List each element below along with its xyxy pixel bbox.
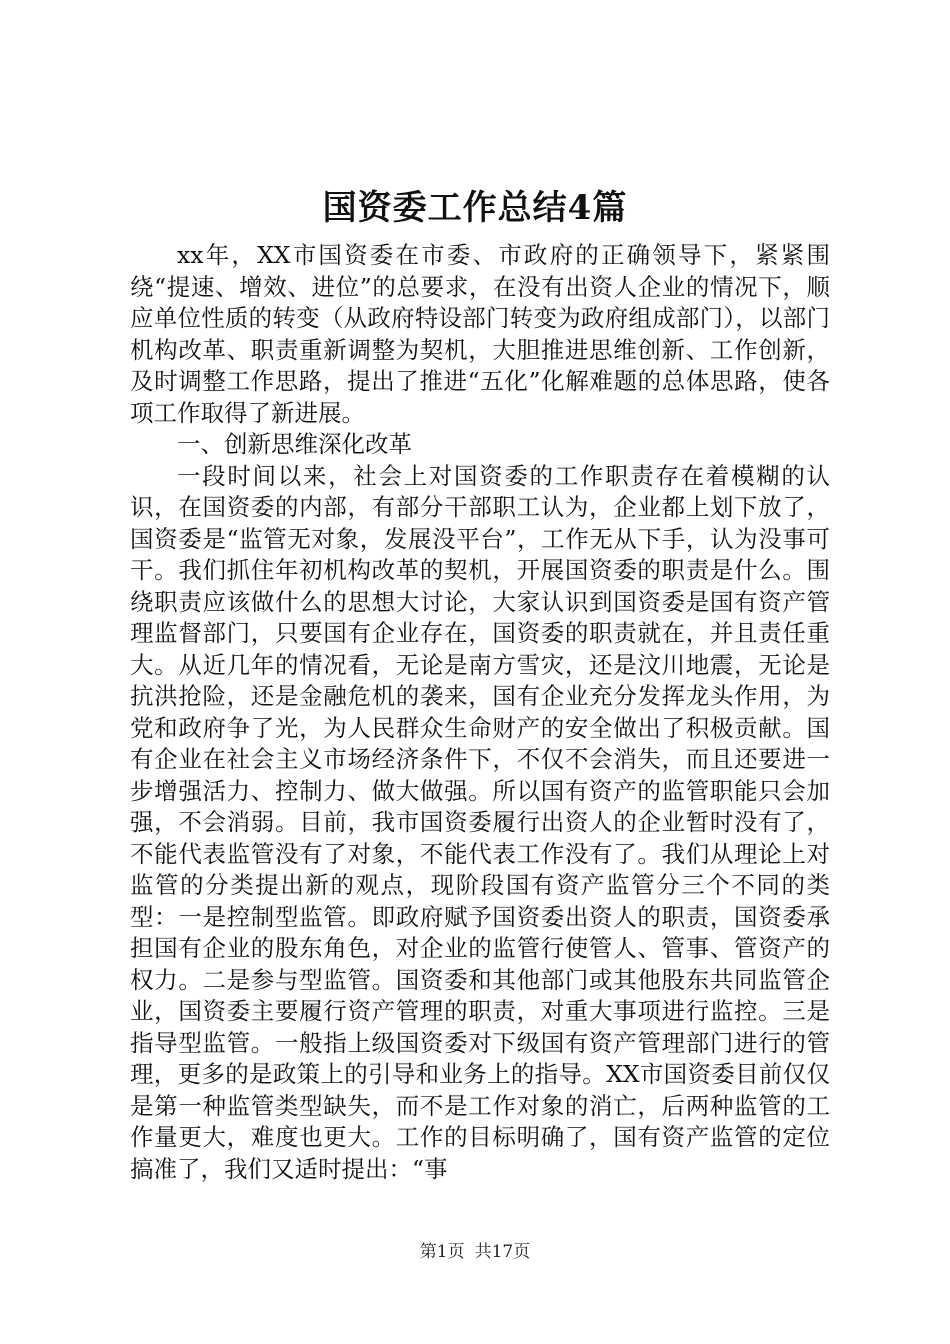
intro-paragraph: xx年，XX市国资委在市委、市政府的正确领导下，紧紧围绕“提速、增效、进位”的总要求，在没有出资人企业的情况下，顺应单位性质的转变（从政府特设部门转变为政府组成部门），以部门机构改革、职责重新调整为契机，大胆推进思维创新、工作创新，及时调整工作思路，提出了推进“五化”化解难题的总体思路，使各项工作取得了新进展。: [130, 241, 830, 427]
document-body: [130, 240, 830, 1185]
page-total: 共17页: [474, 1242, 531, 1262]
section-paragraph: 一段时间以来，社会上对国资委的工作职责存在着模糊的认识，在国资委的内部，有部分干部职工认为，企业都上划下放了，国资委是“监管无对象，发展没平台”，工作无从下手，认为没事可干。我们抓住年初机构改革的契机，开展国资委的职责是什么。围绕职责应该做什么的思想大讨论，大家认识到国资委是国有资产管理监督部门，只要国有企业存在，国资委的职责就在，并且责任重大。从近几年的情况看，无论是南方雪灾，还是汶川地震，无论是抗洪抢险，还是金融危机的袭来，国有企业充分发挥龙头作用，为党和政府争了光，为人民群众生命财产的安全做出了积极贡献。国有企业在社会主义市场经济条件下，不仅不会消失，而且还要进一步增强活力、控制力、做大做强。所以国有资产的监管职能只会加强，不会消弱。目前，我市国资委履行出资人的企业暂时没有了，不能代表监管没有了对象，不能代表工作没有了。我们从理论上对监管的分类提出新的观点，现阶段国有资产监管分三个不同的类型：一是控制型监管。即政府赋予国资委出资人的职责，国资委承担国有企业的股东角色，对企业的监管行使管人、管事、管资产的权力。二是参与型监管。国资委和其他部门或其他股东共同监管企业，国资委主要履行资产管理的职责，对重大事项进行监控。三是指导型监管。一般指上级国资委对下级国有资产管理部门进行的管理，更多的是政策上的引导和业务上的指导。XX市国资委目前仅仅是第一种监管类型缺失，而不是工作对象的消亡，后两种监管的工作量更大，难度也更大。工作的目标明确了，国有资产监管的定位搞准了，我们又适时提出：“事: [130, 461, 830, 1183]
page-footer: [0, 1240, 950, 1264]
document-title: 国资委工作总结4篇: [322, 188, 628, 228]
page-number: 第1页: [419, 1242, 465, 1262]
section-heading: 一、创新思维深化改革: [177, 430, 412, 458]
